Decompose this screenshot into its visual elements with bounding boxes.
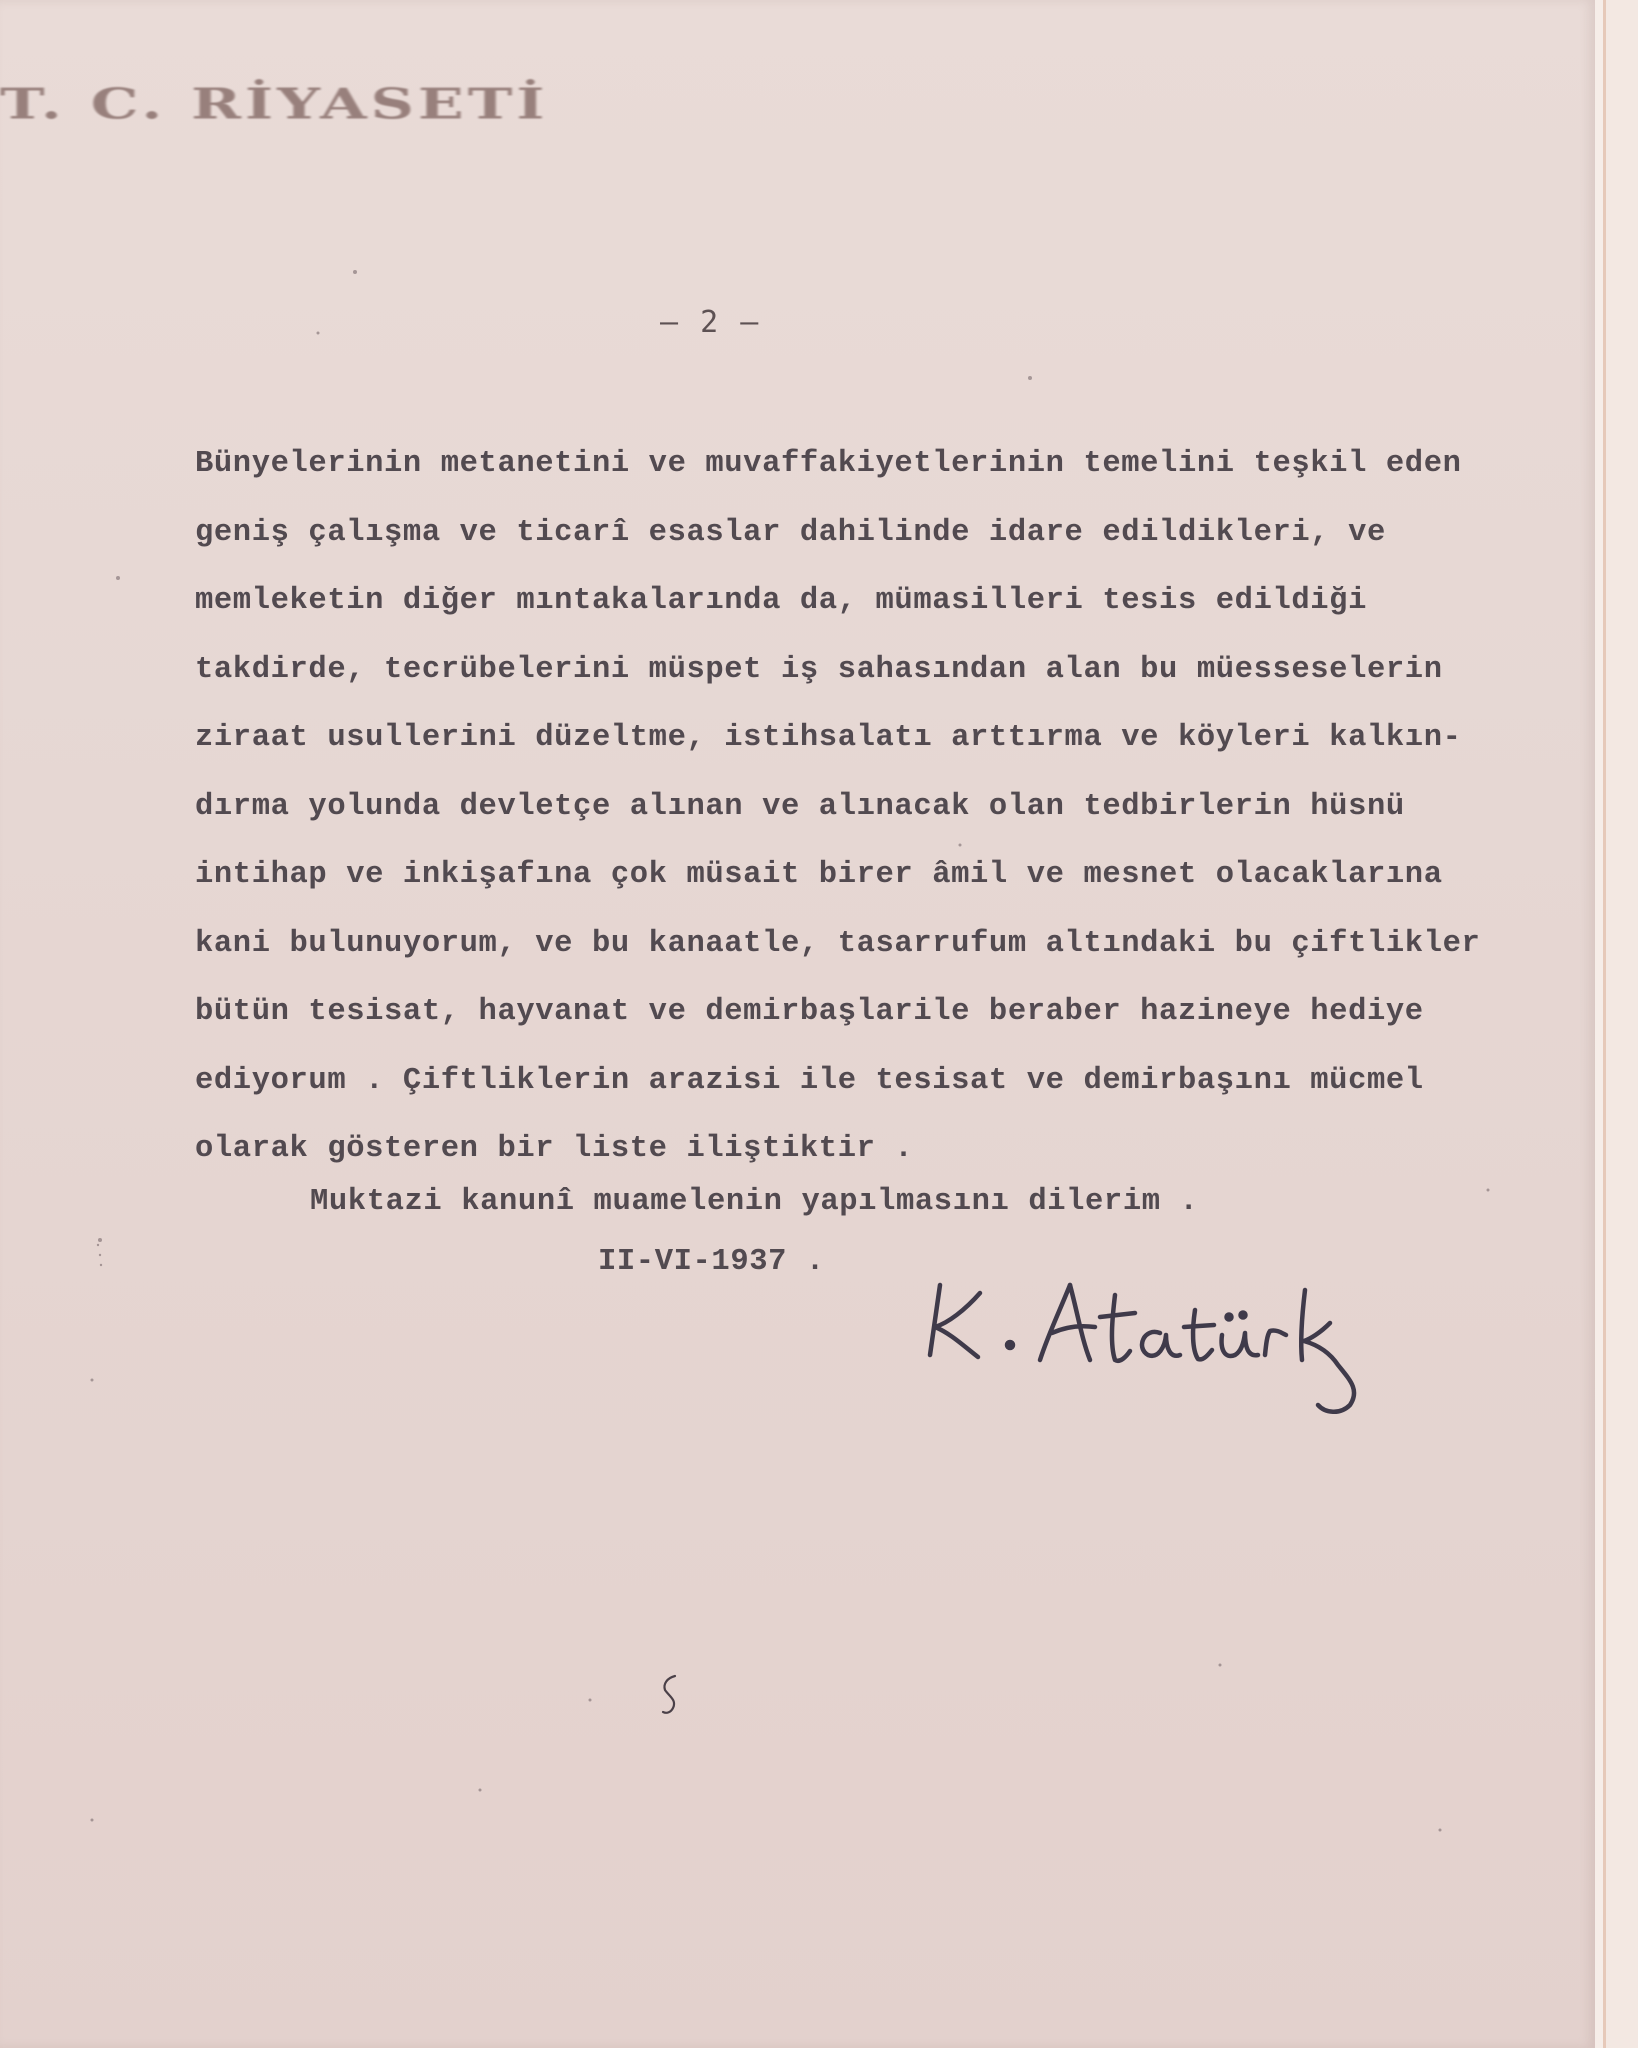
body-line: olarak gösteren bir liste iliştiktir . xyxy=(195,1132,914,1166)
body-line: kani bulunuyorum, ve bu kanaatle, tasarrufum altındaki bu çiftlikler xyxy=(195,926,1481,961)
body-line: takdirde, tecrübelerini müspet iş sahasından alan bu müesseselerin xyxy=(195,652,1443,687)
body-line: ediyorum . Çiftliklerin arazisi ile tesisat ve demirbaşını mücmel xyxy=(195,1063,1424,1098)
letterhead-stamp: T. C. RİYASETİ xyxy=(0,80,549,129)
body-line: dırma yolunda devletçe alınan ve alınacak olan tedbirlerin hüsnü xyxy=(195,789,1405,824)
body-line: Bünyelerinin metanetini ve muvaffakiyetlerinin temelini teşkil eden xyxy=(195,447,1462,481)
page-mark xyxy=(655,1670,685,1720)
handwritten-signature xyxy=(920,1255,1440,1425)
paper-edge xyxy=(1595,0,1603,2048)
page-number: – 2 – xyxy=(660,305,761,340)
frame-border xyxy=(1603,0,1606,2048)
body-line: bütün tesisat, hayvanat ve demirbaşlarile beraber hazineye hediye xyxy=(195,995,1424,1029)
body-line: memleketin diğer mıntakalarında da, mümasilleri tesis edildiği xyxy=(195,584,1367,618)
body-line: geniş çalışma ve ticarî esaslar dahilinde idare edildikleri, ve xyxy=(195,515,1386,550)
body-paragraph xyxy=(195,430,1595,1184)
closing-line: Muktazi kanunî muamelenin yapılmasını dilerim . xyxy=(310,1185,1199,1219)
document-date: II-VI-1937 . xyxy=(598,1245,825,1279)
body-line: ziraat usullerini düzeltme, istihsalatı arttırma ve köyleri kalkın- xyxy=(195,721,1462,755)
body-line: intihap ve inkişafına çok müsait birer âmil ve mesnet olacaklarına xyxy=(195,858,1443,892)
